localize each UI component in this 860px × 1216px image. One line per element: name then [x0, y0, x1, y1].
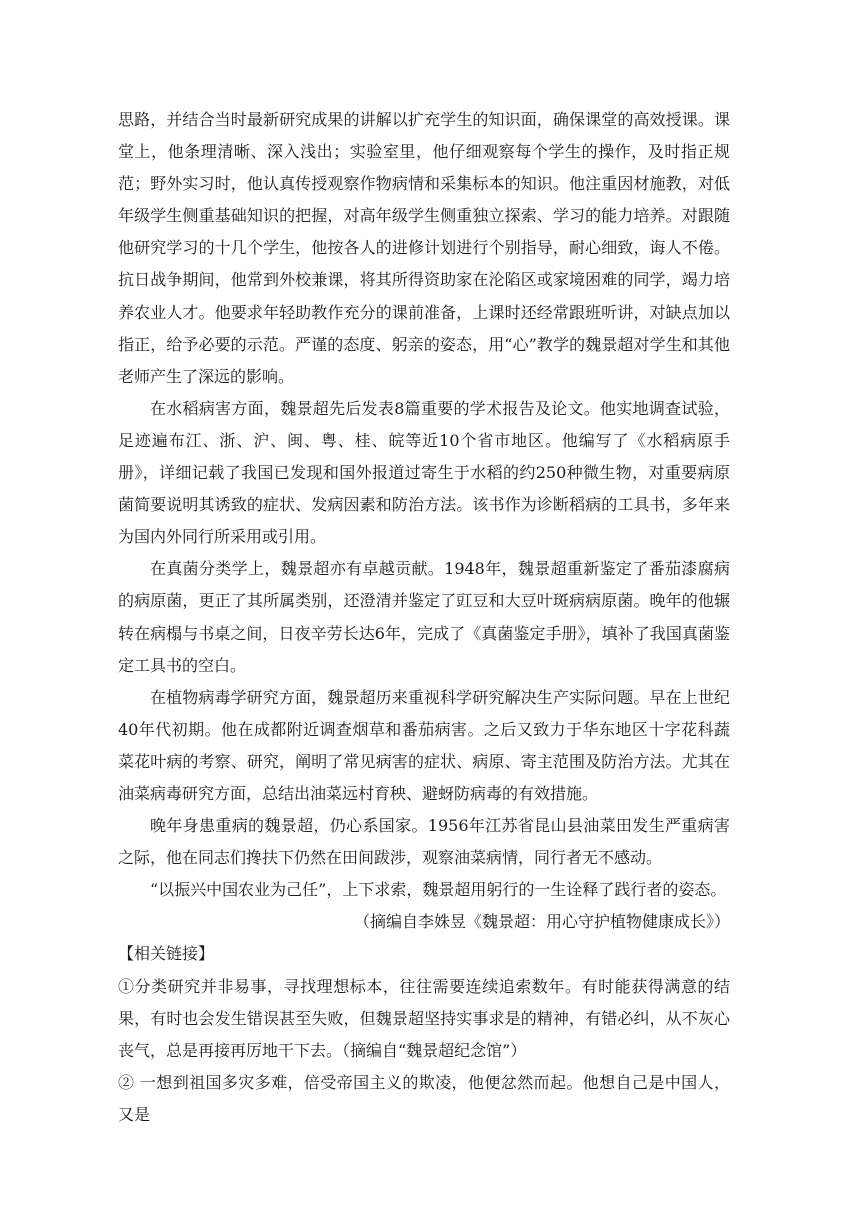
source-citation: （摘编自李姝昱《魏景超：用心守护植物健康成长》） — [353, 912, 730, 932]
paragraph-rice-disease: 在水稻病害方面，魏景超先后发表8篇重要的学术报告及论文。他实地调查试验，足迹遍布江、浙、沪、闽、粤、桂、皖等近10个省市地区。他编写了《水稻病原手册》，详细记载了我国已发现和国外报道过寄生于水稻的约250种微生物，对重要病原菌简要说明其诱致的症状、发病因素和防治方法。该书作为诊断稻病的工具书，多年来为国内外同行所采用或引用。 — [118, 398, 730, 547]
related-link-item-1: ①分类研究并非易事，寻找理想标本，往往需要连续追索数年。有时能获得满意的结果，有时也会发生错误甚至失败，但魏景超坚持实事求是的精神，有错必纠，从不灰心丧气，总是再接再厉地干下去。（摘编自“魏景超纪念馆”） — [118, 976, 730, 1060]
related-links-heading: 【相关链接】 — [118, 944, 215, 964]
paragraph-teaching: 思路，并结合当时最新研究成果的讲解以扩充学生的知识面，确保课堂的高效授课。课堂上，他条理清晰、深入浅出；实验室里，他仔细观察每个学生的操作，及时指正规范；野外实习时，他认真传授观察作物病情和采集标本的知识。他注重因材施教，对低年级学生侧重基础知识的把握，对高年级学生侧重独立探索、学习的能力培养。对跟随他研究学习的十几个学生，他按各人的进修计划进行个别指导，耐心细致，诲人不倦。抗日战争期间，他常到外校兼课，将其所得资助家在沦陷区或家境困难的同学，竭力培养农业人才。他要求年轻助教作充分的课前准备，上课时还经常跟班听讲，对缺点加以指正，给予必要的示范。严谨的态度、躬亲的姿态，用“心”教学的魏景超对学生和其他老师产生了深远的影响。 — [118, 110, 730, 386]
paragraph-plant-virology: 在植物病毒学研究方面，魏景超历来重视科学研究解决生产实际问题。早在上世纪40年代初期。他在成都附近调查烟草和番茄病害。之后又致力于华东地区十字花科蔬菜花叶病的考察、研究，阐明了常见病害的症状、病原、寄主范围及防治方法。尤其在油菜病毒研究方面，总结出油菜远村育秧、避蚜防病毒的有效措施。 — [118, 687, 730, 803]
paragraph-fungi-taxonomy: 在真菌分类学上，魏景超亦有卓越贡献。1948年，魏景超重新鉴定了番茄漆腐病的病原菌，更正了其所属类别，还澄清并鉴定了豇豆和大豆叶斑病病原菌。晚年的他辗转在病榻与书桌之间，日夜辛劳长达6年，完成了《真菌鉴定手册》，填补了我国真菌鉴定工具书的空白。 — [118, 559, 730, 675]
related-link-item-2: ② 一想到祖国多灾多难，倍受帝国主义的欺凌，他便忿然而起。他想自己是中国人，又是 — [118, 1072, 730, 1124]
paragraph-conclusion: “以振兴中国农业为己任”，上下求索，魏景超用躬行的一生诠释了践行者的姿态。 — [150, 880, 727, 900]
document-page — [118, 104, 730, 1131]
paragraph-late-years: 晚年身患重病的魏景超，仍心系国家。1956年江苏省昆山县油菜田发生严重病害之际，他在同志们搀扶下仍然在田间跋涉，观察油菜病情，同行者无不感动。 — [118, 816, 730, 868]
